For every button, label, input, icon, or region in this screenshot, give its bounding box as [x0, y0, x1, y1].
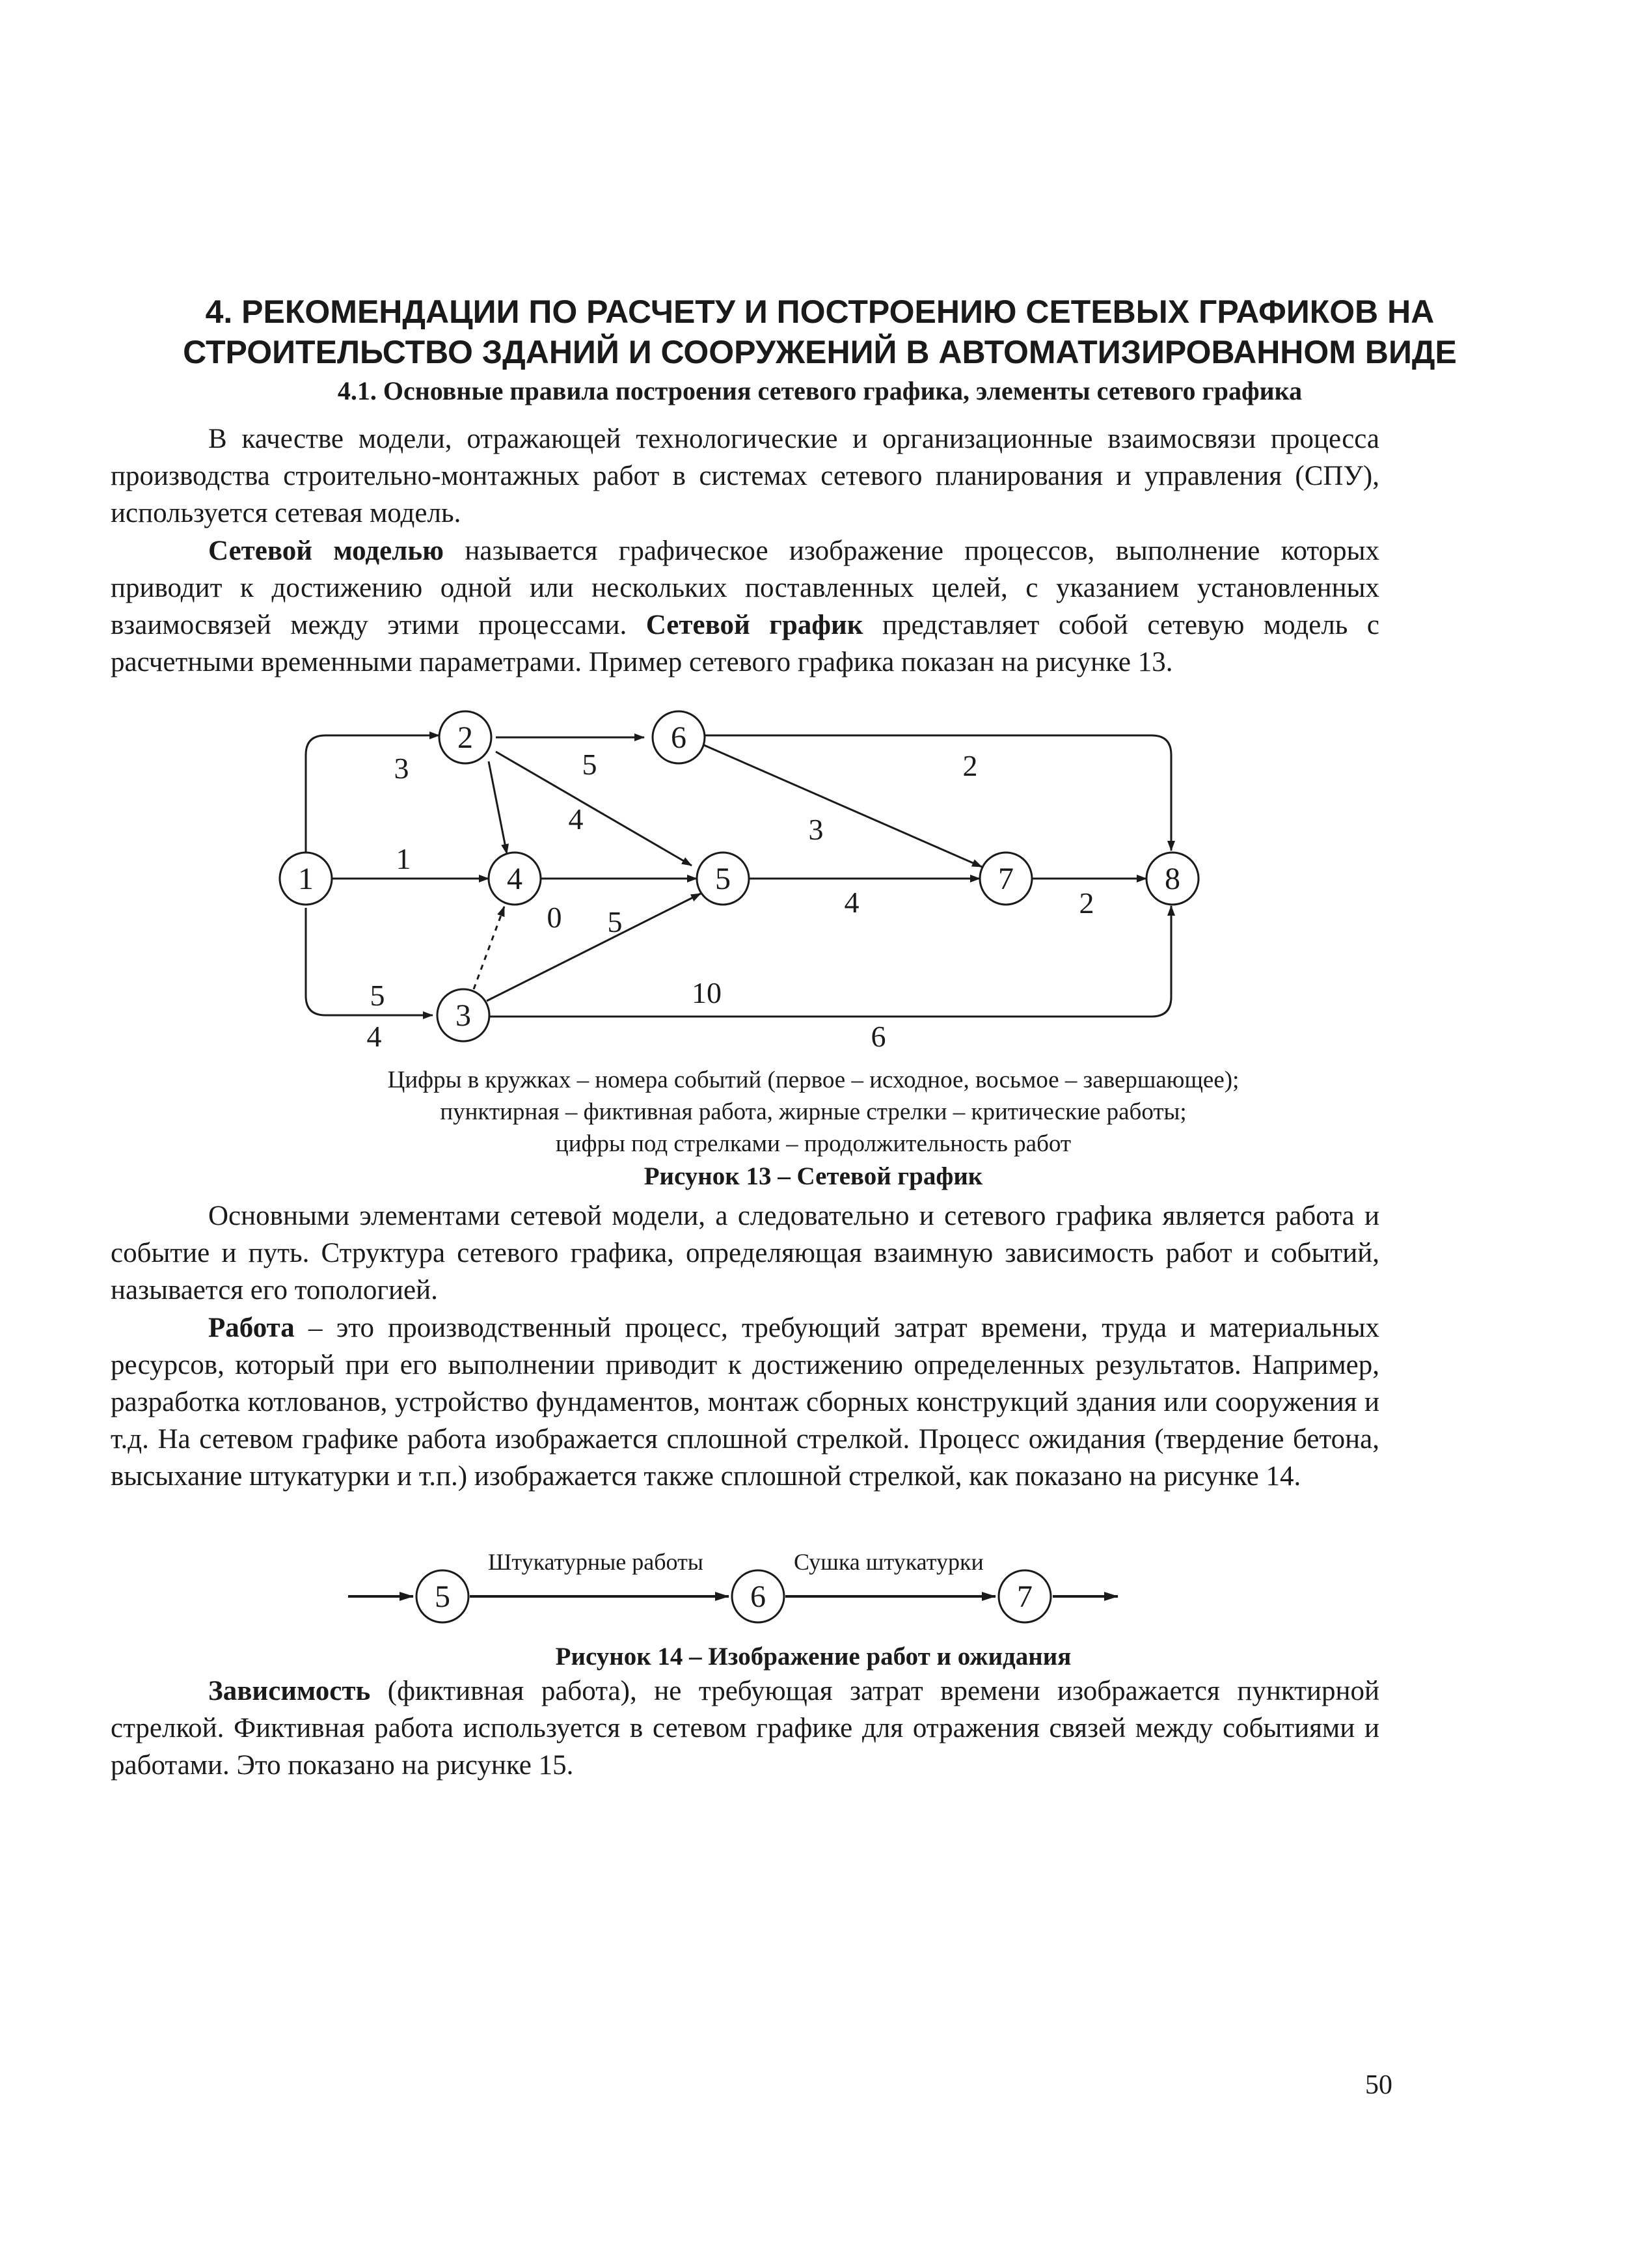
- duration-1-2: 3: [394, 752, 409, 785]
- figure-13-title: Рисунок 13 – Сетевой график: [644, 1162, 983, 1190]
- paragraph-network-model: [111, 532, 1379, 681]
- duration-5-7: 4: [844, 886, 860, 919]
- duration-2-6: 5: [582, 748, 597, 781]
- event-7-label: 7: [998, 862, 1014, 896]
- fig14-event-7-label: 7: [1017, 1579, 1033, 1614]
- duration-3-8-bottom: 6: [871, 1020, 886, 1053]
- duration-1-3-top: 5: [370, 979, 385, 1012]
- event-6-label: 6: [671, 720, 686, 755]
- paragraph-work-text: – это производственный процесс, требующий затрат времени, труда и материальных ресурсов, который при его выполнении приводит к достижению определенных результатов. Например, разработка котлованов, устройство фундаментов, монтаж сборных конструкций здания или сооружения и т.д. На сетевом графике работа изображается сплошной стрелкой. Процесс ожидания (твердение бетона, высыхание штукатурки и т.п.) изображается также сплошной стрелкой, как показано на рисунке 14.: [111, 1313, 1379, 1492]
- term-dependency: Зависимость: [208, 1676, 371, 1706]
- term-network-model: Сетевой моделью: [208, 536, 444, 566]
- fig14-event-5-label: 5: [435, 1579, 450, 1614]
- duration-3-4-dummy: 0: [547, 901, 562, 934]
- paragraph-dependency-text: (фиктивная работа), не требующая затрат времени изображается пунктирной стрелкой. Фиктивная работа используется в сетевом графике для отражения связей между событиями и работами. Это показано на рисунке 15.: [111, 1676, 1379, 1781]
- duration-7-8: 2: [1079, 886, 1094, 920]
- chapter-heading-line-2: СТРОИТЕЛЬСТВО ЗДАНИЙ И СООРУЖЕНИЙ В АВТОМАТИЗИРОВАННОМ ВИДЕ: [183, 334, 1457, 370]
- arrow-3-8: [489, 906, 1171, 1017]
- arrow-1-2: [306, 735, 439, 869]
- duration-6-7: 3: [808, 813, 824, 846]
- term-work: Работа: [208, 1313, 295, 1343]
- figure-14-title: Рисунок 14 – Изображение работ и ожидания: [555, 1643, 1072, 1671]
- page-number: 50: [1365, 2070, 1392, 2100]
- figure-13-caption-line-2: пунктирная – фиктивная работа, жирные стрелки – критические работы;: [440, 1099, 1187, 1125]
- arrow-1-3: [306, 908, 433, 1015]
- duration-2-5: 4: [568, 802, 584, 836]
- paragraph-network-model-text-2: представляет собой сетевую модель с расчетными временными параметрами. Пример сетевого графика показан на рисунке 13.: [111, 610, 1379, 677]
- duration-1-4: 1: [396, 842, 411, 875]
- figure-14-work-and-waiting: [0, 1549, 1626, 1646]
- figure-13-caption-line-3: цифры под стрелками – продолжительность работ: [555, 1130, 1072, 1157]
- event-8-label: 8: [1165, 862, 1180, 896]
- paragraph-work: [111, 1309, 1379, 1495]
- duration-3-8-top: 10: [692, 976, 722, 1009]
- arrow-6-8: [705, 735, 1171, 851]
- fig14-event-6-label: 6: [750, 1579, 766, 1614]
- figure-13-network-graph: [0, 703, 1626, 1067]
- section-subheading: 4.1. Основные правила построения сетевого графика, элементы сетевого графика: [337, 376, 1303, 405]
- arrow-3-4-dummy: [474, 907, 504, 989]
- event-5-label: 5: [715, 862, 731, 896]
- duration-3-5: 5: [607, 905, 623, 938]
- paragraph-network-model-text: называется графическое изображение процессов, выполнение которых приводит к достижению одной или нескольких поставленных целей, с указанием установленных взаимосвязей между этими процессами.: [111, 536, 1379, 640]
- term-network-graph: Сетевой график: [645, 610, 863, 640]
- paragraph-elements: Основными элементами сетевой модели, а следовательно и сетевого графика является работа и событие и путь. Структура сетевого графика, определяющая взаимную зависимость работ и событий, называется его топологией.: [111, 1201, 1379, 1305]
- event-3-label: 3: [455, 998, 471, 1033]
- paragraph-intro: В качестве модели, отражающей технологические и организационные взаимосвязи процесса производства строительно-монтажных работ в системах сетевого планирования и управления (СПУ), используется сетевая модель.: [111, 424, 1379, 528]
- arrow-6-7: [704, 745, 982, 867]
- duration-1-3-bottom: 4: [366, 1020, 382, 1053]
- paragraph-dependency: [111, 1673, 1379, 1784]
- fig14-label-drying: Сушка штукатурки: [794, 1549, 984, 1575]
- event-1-label: 1: [298, 862, 314, 896]
- arrow-2-4: [489, 761, 507, 854]
- fig14-label-plastering: Штукатурные работы: [488, 1549, 703, 1575]
- event-2-label: 2: [457, 720, 473, 755]
- duration-6-8: 2: [962, 749, 978, 782]
- arrow-3-5: [487, 894, 701, 1001]
- figure-13-caption-line-1: Цифры в кружках – номера событий (первое – исходное, восьмое – завершающее);: [387, 1067, 1240, 1093]
- chapter-heading-line-1: 4. РЕКОМЕНДАЦИИ ПО РАСЧЕТУ И ПОСТРОЕНИЮ СЕТЕВЫХ ГРАФИКОВ НА: [205, 294, 1435, 330]
- event-4-label: 4: [507, 862, 522, 896]
